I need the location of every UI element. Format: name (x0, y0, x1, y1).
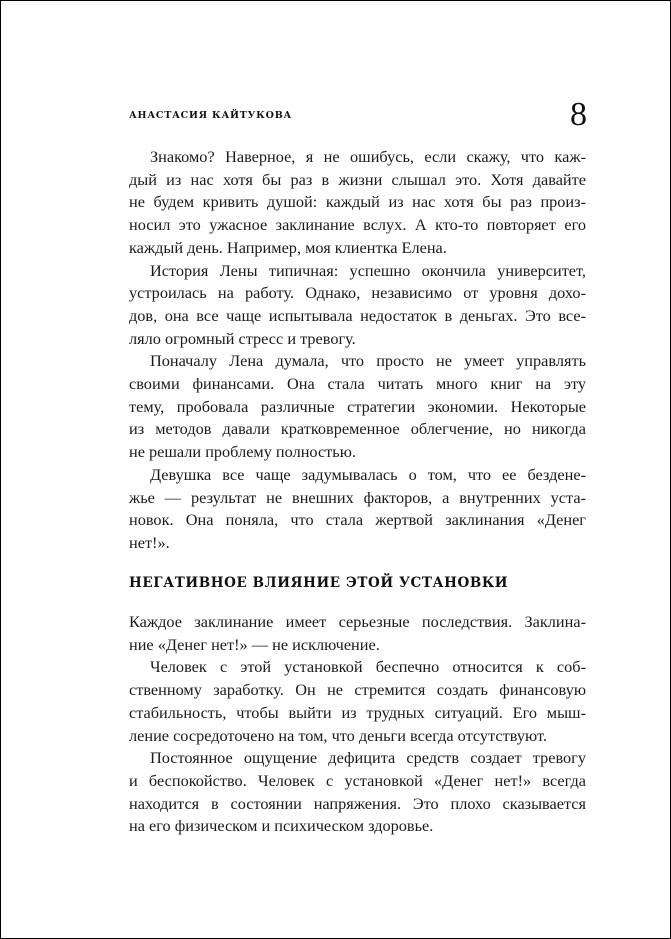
text-line: ние «Денег нет!» — не исключение. (129, 634, 380, 654)
text-line: устроилась на работу. Однако, независимо от уровня дохо- (129, 283, 586, 303)
text-line: ственному заработку. Он не стремится создать финансовую (129, 680, 586, 700)
text-line: и беспокойство. Человек с установкой «Денег нет!» всегда (129, 770, 586, 790)
text-line: носил это ужасное заклинание вслух. А кто-то повторяет его (129, 215, 586, 235)
text-line: Девушка все чаще задумывалась о том, что ее бездене- (150, 464, 586, 484)
text-line: из методов давали кратковременное облегчение, но никогда (129, 419, 586, 439)
running-head-author: АНАСТАСИЯ КАЙТУКОВА (129, 110, 293, 121)
text-line: не решали проблему полностью. (129, 442, 356, 462)
text-line: История Лены типичная: успешно окончила университет, (150, 260, 586, 280)
text-line: находится в состоянии напряжения. Это плохо сказывается (129, 793, 586, 813)
text-line: Постоянное ощущение дефицита средств создает тревогу (150, 748, 586, 768)
paragraph (129, 350, 586, 464)
text-line: дов, она все чаще испытывала недостаток в деньгах. Это все- (129, 305, 586, 325)
paragraph (129, 260, 586, 351)
text-line: стабильность, чтобы выйти из трудных ситуаций. Его мыш- (129, 702, 586, 722)
text-line: новок. Она поняла, что стала жертвой заклинания «Денег (129, 510, 586, 530)
section-1-body (129, 146, 586, 555)
paragraph (129, 146, 586, 260)
text-line: своими финансами. Она стала читать много книг на эту (129, 374, 586, 394)
text-line: жье — результат не внешних факторов, а внутренних уста- (129, 487, 586, 507)
section-2-body (129, 611, 586, 838)
paragraph (129, 747, 586, 838)
text-line: Знакомо? Наверное, я не ошибусь, если скажу, что каж- (150, 147, 586, 166)
text-line: не будем кривить душой: каждый из нас хотя бы раз произ- (129, 192, 586, 212)
text-line: Каждое заклинание имеет серьезные последствия. Заклина- (129, 612, 586, 631)
text-line: нет!». (129, 532, 170, 552)
text-line: дый из нас хотя бы раз в жизни слышал это. Хотя давайте (129, 169, 586, 189)
page-number: 8 (570, 96, 587, 133)
paragraph (129, 656, 586, 747)
text-line: Человек с этой установкой беспечно относится к соб- (150, 657, 586, 677)
paragraph (129, 464, 586, 555)
text-line: Поначалу Лена думала, что просто не умеет управлять (150, 351, 586, 371)
section-heading: НЕГАТИВНОЕ ВЛИЯНИЕ ЭТОЙ УСТАНОВКИ (129, 575, 509, 591)
text-line: ляло огромный стресс и тревогу. (129, 328, 356, 348)
text-line: тему, пробовала различные стратегии экономии. Некоторые (129, 396, 586, 416)
paragraph (129, 611, 586, 656)
text-line: ление сосредоточено на том, что деньги всегда отсутствуют. (129, 725, 547, 745)
text-line: на его физическом и психическом здоровье. (129, 816, 434, 836)
text-line: каждый день. Например, моя клиентка Елена. (129, 237, 447, 257)
